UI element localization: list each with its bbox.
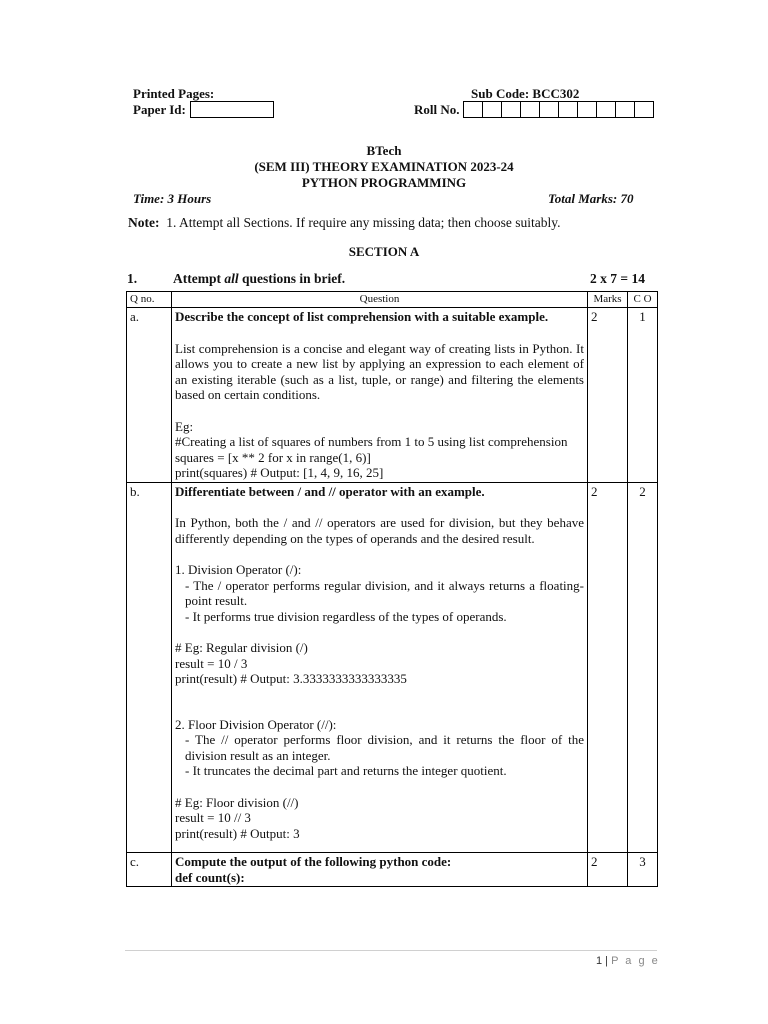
row-marks: 2 [588, 482, 628, 853]
row-qno: a. [127, 308, 172, 483]
roll-no-row [414, 101, 654, 118]
answer-paragraph: List comprehension is a concise and elegant way of creating lists in Python. It allows you to create a new list by applying an expression to each element of an existing iterable (such as a list, tuple, or range) and filtering the elements based on certain conditions. [175, 340, 584, 402]
answer-line: squares = [x ** 2 for x in range(1, 6)] [175, 449, 371, 465]
answer-line: result = 10 / 3 [175, 655, 248, 671]
header-question: Question [172, 292, 588, 308]
answer-line: 1. Division Operator (/): [175, 562, 302, 577]
row-question [172, 853, 588, 887]
row-marks: 2 [588, 308, 628, 483]
answer-paragraph: In Python, both the / and // operators are used for division, but they behave differently depending on the types of operands and the desired result. [175, 515, 584, 546]
answer-line: - The // operator performs floor division, and it returns the floor of the division result as an integer. [185, 732, 584, 763]
note-label: Note: [128, 215, 160, 230]
title-line1: BTech [366, 143, 402, 158]
answer-line: print(result) # Output: 3.3333333333333335 [175, 671, 407, 686]
time-label: Time: 3 Hours [133, 191, 212, 206]
answer-line: - It truncates the decimal part and returns the integer quotient. [185, 763, 507, 778]
row-qno: b. [127, 482, 172, 853]
answer-line: Eg: [175, 418, 194, 434]
note [128, 215, 561, 231]
header-co: C O [628, 292, 658, 308]
page-footer: 1 | P a g e [596, 955, 660, 967]
header-left [133, 86, 274, 118]
title-line2: (SEM III) THEORY EXAMINATION 2023-24 [254, 159, 514, 174]
roll-no-label: Roll No. [414, 102, 460, 117]
note-text: 1. Attempt all Sections. If require any missing data; then choose suitably. [166, 215, 561, 230]
answer-line: print(squares) # Output: [1, 4, 9, 16, 25] [175, 465, 384, 480]
table-row [127, 308, 658, 483]
total-marks: Total Marks: 70 [548, 191, 634, 206]
answer-line: result = 10 // 3 [175, 810, 251, 825]
paper-id-box[interactable] [190, 101, 274, 118]
answer-line: # Eg: Regular division (/) [175, 640, 308, 655]
paper-id-row [133, 101, 274, 118]
question-instruction: Attempt all questions in brief. [173, 271, 346, 286]
row-co: 1 [628, 308, 658, 483]
table-row [127, 482, 658, 853]
paper-id-label: Paper Id: [133, 102, 186, 117]
answer-line: print(result) # Output: 3 [175, 825, 300, 841]
title-line3: PYTHON PROGRAMMING [301, 175, 467, 190]
question-marks: 2 x 7 = 14 [590, 271, 645, 286]
row-co: 2 [628, 482, 658, 853]
question-number: 1. [127, 271, 138, 286]
answer-line: #Creating a list of squares of numbers from 1 to 5 using list comprehension [175, 434, 568, 449]
answer-line: - The / operator performs regular division, and it always returns a floating-point result. [185, 577, 584, 608]
answer-line: # Eg: Floor division (//) [175, 794, 299, 810]
printed-pages-label: Printed Pages: [133, 86, 215, 101]
row-qno: c. [127, 853, 172, 887]
page-word: P a g e [611, 955, 660, 967]
header-marks: Marks [588, 292, 628, 308]
row-marks: 2 [588, 853, 628, 887]
section-title: SECTION A [348, 244, 420, 259]
question-text: Differentiate between / and // operator with an example. [175, 483, 485, 499]
answer-line: - It performs true division regardless of the types of operands. [185, 608, 507, 624]
question-text: Describe the concept of list comprehension with a suitable example. [175, 309, 549, 324]
page-number: 1 [596, 955, 603, 967]
question-text: Compute the output of the following python code: [175, 854, 452, 869]
row-question [172, 482, 588, 853]
row-question [172, 308, 588, 483]
table-row [127, 853, 658, 887]
header-qno: Q no. [127, 292, 172, 308]
question-table [126, 291, 658, 887]
footer-divider [125, 950, 657, 951]
row-co: 3 [628, 853, 658, 887]
table-header-row [127, 292, 658, 308]
answer-line: 2. Floor Division Operator (//): [175, 716, 337, 732]
question-code: def count(s): [175, 869, 245, 885]
sub-code: Sub Code: BCC302 [471, 86, 580, 101]
roll-no-boxes[interactable] [464, 101, 654, 118]
